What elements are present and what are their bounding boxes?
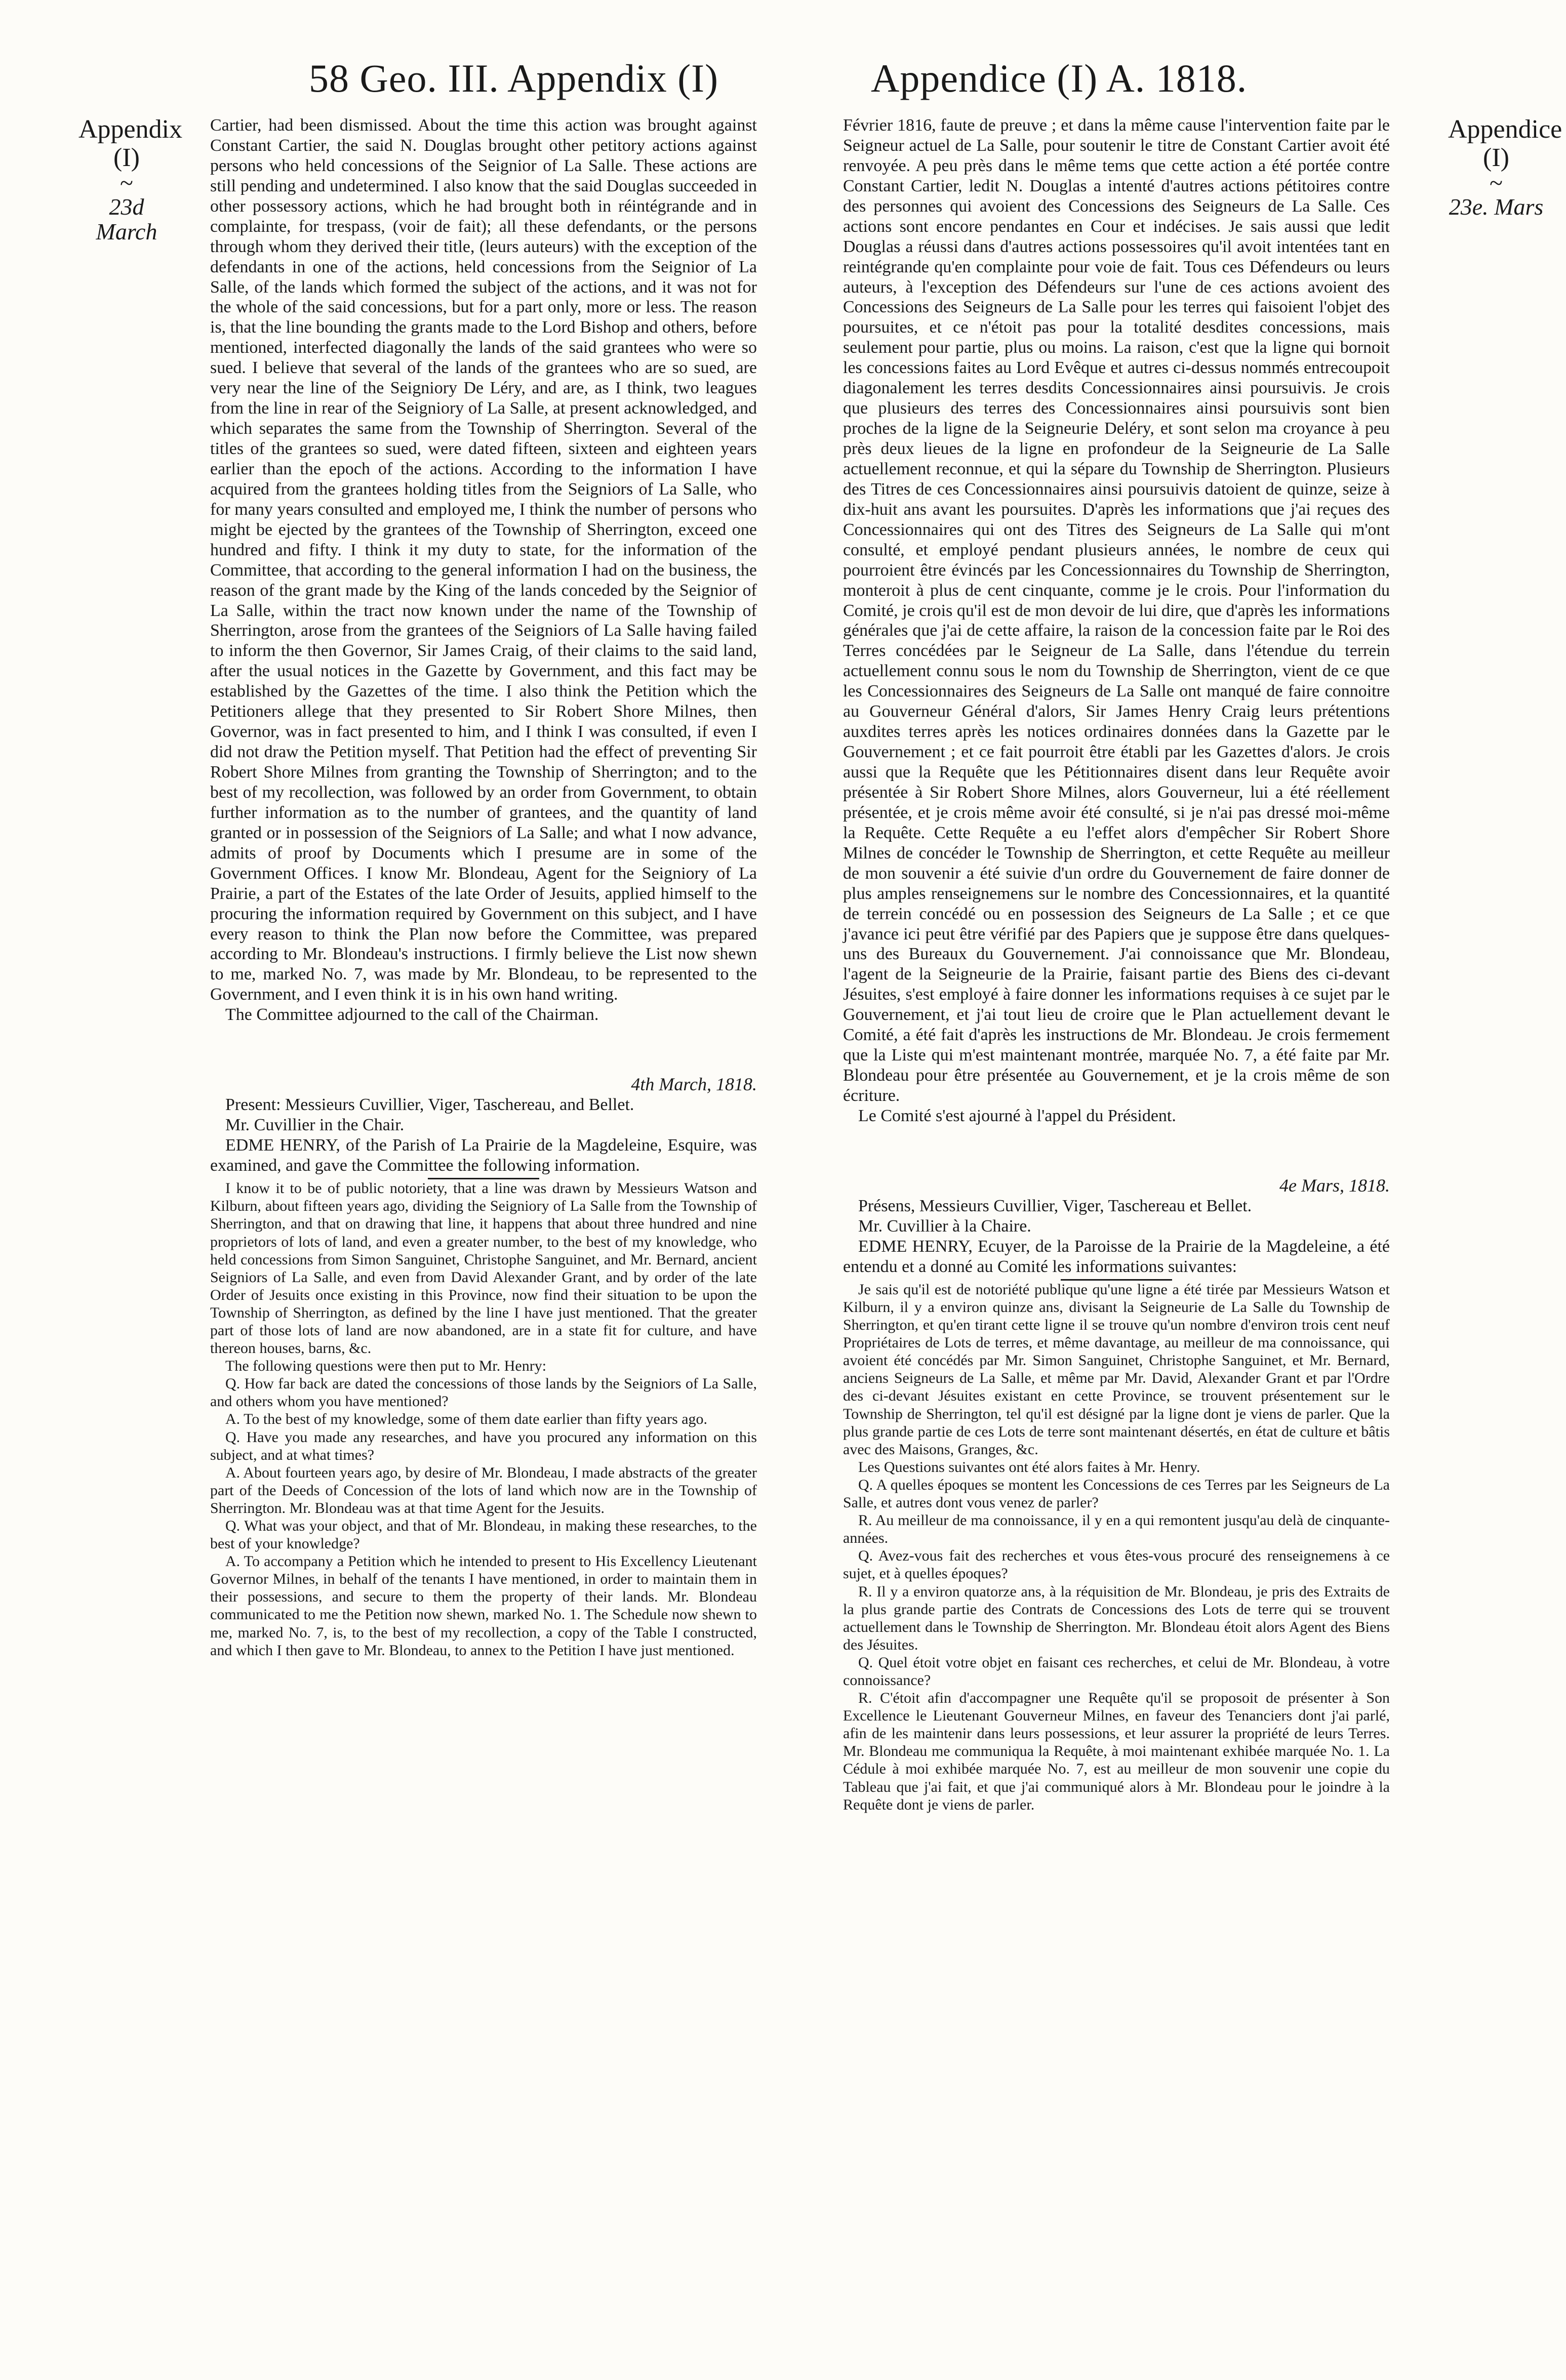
english-answer-3: A. To accompany a Petition which he intended to present to His Excellency Lieutenant Governor Milnes, in behalf of the tenants I have mentioned, in order to maintain them in their possessions, and secure to them the property of their lands. Mr. Blondeau communicated to me the Petition now shewn, marked No. 1. The Schedule now shewn to me, marked No. 7, is, to the best of my recollection, a copy of the Table I constructed, and which I then gave to Mr. Blondeau, to annex to the Petition I have just mentioned. xyxy=(210,1553,757,1659)
english-question-3: Q. What was your object, and that of Mr. Blondeau, in making these researches, to the best of your knowledge? xyxy=(210,1517,757,1552)
french-spacer xyxy=(843,1126,1390,1175)
margin-left-date: 23d March xyxy=(96,193,157,245)
english-spacer xyxy=(210,1025,757,1074)
english-witness-intro: EDME HENRY, of the Parish of La Prairie de la Magdeleine, Esquire, was examined, and gave the Committee the following information. xyxy=(210,1136,757,1175)
margin-note-right xyxy=(1448,115,1562,220)
french-column xyxy=(843,115,1390,1814)
margin-left-number: (I) xyxy=(113,143,140,173)
french-witness-intro: EDME HENRY, Ecuyer, de la Paroisse de la Prairie de la Magdeleine, a été entendu et a donné au Comité les informations suivantes: xyxy=(843,1237,1390,1276)
english-question-2: Q. Have you made any researches, and have you procured any information on this subject, and at what times? xyxy=(210,1428,757,1463)
french-dateline: 4e Mars, 1818. xyxy=(1279,1175,1390,1196)
french-present: Présens, Messieurs Cuvillier, Viger, Taschereau et Bellet. xyxy=(858,1197,1252,1216)
english-present: Present: Messieurs Cuvillier, Viger, Taschereau, and Bellet. xyxy=(225,1095,634,1115)
english-adjournment: The Committee adjourned to the call of the Chairman. xyxy=(225,1005,599,1024)
english-question-1: Q. How far back are dated the concessions of those lands by the Seigniors of La Salle, and others whom you have mentioned? xyxy=(210,1375,757,1410)
english-answer-1: A. To the best of my knowledge, some of them date earlier than fifty years ago. xyxy=(225,1411,708,1428)
margin-right-appendix: Appendice xyxy=(1448,115,1562,144)
margin-left-appendix: Appendix xyxy=(78,115,183,144)
english-dateline: 4th March, 1818. xyxy=(631,1074,757,1095)
english-questions-intro: The following questions were then put to Mr. Henry: xyxy=(225,1358,547,1375)
french-question-1: Q. A quelles époques se montent les Concessions de ces Terres par les Seigneurs de La Salle, et autres dont vous venez de parler? xyxy=(843,1476,1390,1511)
french-evidence-paragraph: Je sais qu'il est de notoriété publique qu'une ligne a été tirée par Messieurs Watson et Kilburn, il y a environ quinze ans, divisant la Seigneurie de La Salle du Township de Sherrington, et qu'en tirant cette ligne il se trouve qu'un nombre d'environ trois cent neuf Propriétaires de Lots de terres, et même davantage, au meilleur de ma connoissance, qui avoient été concédés par Mr. Simon Sanguinet, Christophe Sanguinet, et Mr. Bernard, anciens Seigneurs de La Salle, et même par Mr. David, Alexander Grant et par l'Ordre des ci-devant Jésuites existant en cette Province, se trouvent présentement sur le Township de Sherrington, tel qu'il est désigné par la ligne dont je viens de parler. Que la plus grande partie de ces Lots de terre sont maintenant désertés, en état de culture et bâtis avec des Maisons, Granges, &c. xyxy=(843,1281,1390,1458)
french-answer-1: R. Au meilleur de ma connoissance, il y en a qui remontent jusqu'au delà de cinquante-années. xyxy=(843,1512,1390,1547)
french-answer-2: R. Il y a environ quatorze ans, à la réquisition de Mr. Blondeau, je pris des Extraits de la plus grande partie des Contrats de Concessions des Lots de terre qui se trouvent actuellement dans le Township de Sherrington. Mr. Blondeau étoit alors Agent des Biens des Jésuites. xyxy=(843,1583,1390,1653)
french-chair: Mr. Cuvillier à la Chaire. xyxy=(858,1217,1031,1236)
english-answer-2: A. About fourteen years ago, by desire of Mr. Blondeau, I made abstracts of the greater part of the Deeds of Concession of the lots of land which now are in the Township of Sherrington. Mr. Blondeau was at that time Agent for the Jesuits. xyxy=(210,1464,757,1516)
english-chair: Mr. Cuvillier in the Chair. xyxy=(225,1116,405,1135)
running-head-right: Appendice (I) A. 1818. xyxy=(871,56,1248,100)
margin-note-left xyxy=(78,115,183,245)
english-testimony-paragraph: Cartier, had been dismissed. About the time this action was brought against Constant Cartier, the said N. Douglas brought other petitory actions against persons who held concessions of the Seignior of La Salle. These actions are still pending and undetermined. I also know that the said Douglas succeeded in other possessory actions, which he had brought both in réintégrande and in complainte, for trespass, (voir de fait); all these defendants, or the persons through whom they derived their title, (leurs auteurs) with the exception of the defendants in one of the actions, held concessions from the Seignior of La Salle, of the lands which formed the subject of the actions, and it was not for the whole of the said concessions, but for a part only, more or less. The reason is, that the line bounding the grants made to the Lord Bishop and others, before mentioned, interfected diagonally the lands of the said grantees who were so sued. I believe that several of the lands of the grantees who are so sued, are very near the line of the Seigniory De Léry, and are, as I think, two leagues from the line in rear of the Seigniory of La Salle, at present acknowledged, and which separates the same from the Township of Sherrington. Several of the titles of the grantees so sued, were dated fifteen, sixteen and eighteen years earlier than the epoch of the actions. According to the information I have acquired from the grantees holding titles from the Seigniors of La Salle, who for many years consulted and employed me, I think the number of persons who might be ejected by the grantees of the Township of Sherrington, exceed one hundred and fifty. I think it my duty to state, for the information of the Committee, that according to the general information I had on the business, the reason of the grant made by the King of the lands conceded by the Seignior of La Salle, within the tract now known under the name of the Township of Sherrington, arose from the grantees of the Seigniors of La Salle having failed to inform the then Governor, Sir James Craig, of their claims to the said land, after the usual notices in the Gazette by Government, and this fact may be established by the Gazettes of the time. I also think the Petition which the Petitioners allege that they presented to Sir Robert Shore Milnes, then Governor, was in fact presented to him, and I think I was consulted, if even I did not draw the Petition myself. That Petition had the effect of preventing Sir Robert Shore Milnes from granting the Township of Sherrington; and to the best of my recollection, was followed by an order from Government, to obtain further information as to the number of grantees, and the quantity of land granted or in possession of the Seigniors of La Salle; and what I now advance, admits of proof by Documents which I presume are in some of the Government Offices. I know Mr. Blondeau, Agent for the Seigniory of La Prairie, a part of the Estates of the late Order of Jesuits, applied himself to the procuring the information required by Government on this subject, and I have every reason to think the Plan now before the Committee, was prepared according to Mr. Blondeau's instructions. I firmly believe the List now shewn to me, marked No. 7, was made by Mr. Blondeau, to be represented to the Government, and I even think it is in his own hand writing. xyxy=(210,116,757,1004)
english-evidence-paragraph: I know it to be of public notoriety, that a line was drawn by Messieurs Watson and Kilburn, about fifteen years ago, dividing the Seigniory of La Salle from the Township of Sherrington, and that on drawing that line, it happens that about three hundred and nine proprietors of lots of land, and even a greater number, to the best of my knowledge, who held concessions from Simon Sanguinet, Christophe Sanguinet, and Mr. Bernard, ancient Seigniors of La Salle, and even from David Alexander Grant, and by order of the late Order of Jesuits once existing in this Province, now find their situation to be upon the Township of Sherrington, as defined by the line I have just mentioned. That the greater part of those lots of land are now abandoned, are in a state fit for culture, and have thereon houses, barns, &c. xyxy=(210,1180,757,1357)
margin-right-date: 23e. Mars xyxy=(1449,193,1544,220)
french-questions-intro: Les Questions suivantes ont été alors faites à Mr. Henry. xyxy=(858,1458,1200,1475)
french-answer-3: R. C'étoit afin d'accompagner une Requête qu'il se proposoit de présenter à Son Excellence le Lieutenant Gouverneur Milnes, en faveur des Tenanciers dont j'ai parlé, afin de les maintenir dans leurs possessions, et leur assurer la propriété de leurs Terres. Mr. Blondeau me communiqua la Requête, à moi maintenant exhibée marquée No. 1. La Cédule à moi exhibée marquée No. 7, est au meilleur de mon souvenir une copie du Tableau que j'ai fait, et que j'ai communiqué alors à Mr. Blondeau pour le joindre à la Requête dont je viens de parler. xyxy=(843,1690,1390,1813)
french-adjournment: Le Comité s'est ajourné à l'appel du Président. xyxy=(858,1106,1176,1125)
english-column xyxy=(210,115,757,1659)
margin-right-number: (I) xyxy=(1483,143,1509,173)
margin-right-swash: ~ xyxy=(1490,170,1503,197)
french-testimony-paragraph: Février 1816, faute de preuve ; et dans la même cause l'intervention faite par le Seigneur actuel de La Salle, pour soutenir le titre de Constant Cartier avoit été renvoyée. A peu près dans le même tems que cette action a été portée contre Constant Cartier, ledit N. Douglas a intenté d'autres actions pétitoires contre des personnes qui avoient des Concessions des Seigneurs de La Salle. Ces actions sont encore pendantes en Cour et indécises. Je sais aussi que ledit Douglas a réussi dans d'autres actions possessoires qu'il avoit intentées tant en reintégrande qu'en complainte pour voie de fait. Tous ces Défendeurs ou leurs auteurs, à l'exception des Défendeurs sur l'une de ces actions avoient des Concessions des Seigneurs de La Salle pour les terres qui faisoient l'objet des poursuites, et ce n'étoit pas pour la totalité desdites concessions, mais seulement pour partie, plus ou moins. La raison, c'est que la ligne qui bornoit les concessions faites au Lord Evêque et autres ci-dessus nommés entrecoupoit diagonalement les terres desdits Concessionnaires ainsi poursuivis. Je crois que plusieurs des terres des Concessionnaires ainsi poursuivis sont bien proches de la ligne de la Seigneurie Deléry, et sont selon ma croyance à peu près deux lieues de la ligne en profondeur de la Seigneurie de La Salle actuellement reconnue, et qui la sépare du Township de Sherrington. Plusieurs des Titres de ces Concessionnaires ainsi poursuivis datoient de quinze, seize à dix-huit ans avant les poursuites. D'après les informations que j'ai reçues des Concessionnaires qui ont des Titres des Seigneurs de La Salle qui m'ont consulté, et employé pendant plusieurs années, le nombre de ceux qui pourroient être évincés par les Concessionnaires du Township de Sherrington, monteroit à plus de cent cinquante, comme je le crois. Pour l'information du Comité, je crois qu'il est de mon devoir de lui dire, que d'après les informations générales que j'ai de cette affaire, la raison de la concession faite par le Roi des Terres concédées par le Seigneur de La Salle, dans l'étendue du terrein actuellement connu sous le nom du Township de Sherrington, vient de ce que les Concessionnaires des Seigneurs de La Salle ont manqué de faire connoitre au Gouverneur Général d'alors, Sir James Henry Craig leurs prétentions auxdites terres après les notices ordinaires données dans la Gazette par le Gouvernement ; et ce fait pourroit être établi par les Gazettes d'alors. Je crois aussi que la Requête que les Pétitionnaires disent dans leur Requête avoir présentée à Sir Robert Shore Milnes, alors Gouverneur, lui a été réellement présentée, et je crois même avoir été consulté, si je n'ai pas dressé moi-même la Requête. Cette Requête a eu l'effet alors d'empêcher Sir Robert Shore Milnes de concéder le Township de Sherrington, et cette Requête au meilleur de mon souvenir a été suivie d'un ordre du Gouvernement de faire donner de plus amples renseignemens sur le nombre des Concessionnaires, et la quantité de terrein concédé ou en possession des Seigneurs de La Salle ; et ce que j'avance ici peut être vérifié par des Papiers que je suppose être dans quelques-uns des Bureaux du Gouvernement. J'ai connoissance que Mr. Blondeau, l'agent de la Seigneurie de la Prairie, faisant partie des Biens des ci-devant Jésuites, s'est employé à faire donner les informations requises à ce sujet par le Gouvernement, et j'ai tout lieu de croire que le Plan actuellement devant le Comité, a été fait d'après les instructions de Mr. Blondeau. Je crois fermement que la Liste qui m'est maintenant montrée, marquée No. 7, a été faite par Mr. Blondeau pour être présentée au Gouvernement, et je la crois même de son écriture. xyxy=(843,116,1390,1105)
running-head-left: 58 Geo. III. Appendix (I) xyxy=(309,56,719,100)
french-question-3: Q. Quel étoit votre objet en faisant ces recherches, et celui de Mr. Blondeau, à votre connoissance? xyxy=(843,1654,1390,1689)
french-question-2: Q. Avez-vous fait des recherches et vous êtes-vous procuré des renseignemens à ce sujet, et à quelles époques? xyxy=(843,1547,1390,1582)
margin-left-swash: ~ xyxy=(120,170,133,197)
